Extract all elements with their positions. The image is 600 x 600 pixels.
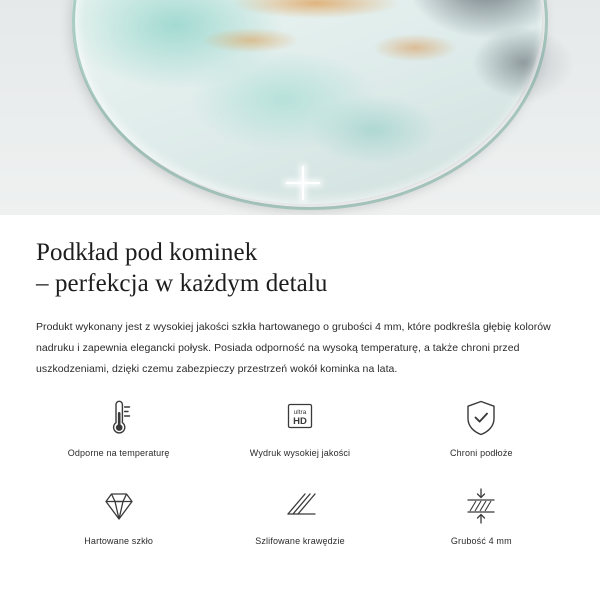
polished-edges-icon [279, 484, 321, 528]
feature-label: Grubość 4 mm [450, 536, 512, 546]
description-paragraph: Produkt wykonany jest z wysokiej jakości szkła hartowanego o grubości 4 mm, które podkreśla głębię kolorów nadruku i zapewnia elegancki połysk. Posiada odporność na wysoką temperaturę, a także chroni przed uszkodzeniami, dzięki czemu zabezpieczy przestrzeń wokół kominka na lata. [36, 321, 551, 375]
shield-check-icon [462, 396, 500, 440]
feature-item-protects-surface [391, 396, 572, 466]
feature-grid [28, 396, 572, 554]
svg-text:HD: HD [293, 416, 307, 427]
feature-label: Chroni podłoże [450, 448, 513, 458]
page-title [36, 237, 564, 299]
hero-image [0, 0, 600, 215]
feature-label: Odporne na temperaturę [67, 448, 170, 458]
ultra-hd-icon [280, 396, 320, 440]
feature-item-thickness [391, 484, 572, 554]
feature-label: Hartowane szkło [84, 536, 154, 546]
headline-line-2: – perfekcja w każdym detalu [36, 270, 328, 297]
sparkle-icon [286, 166, 320, 200]
content-block [0, 215, 600, 380]
feature-item-tempered-glass [28, 484, 209, 554]
svg-text:ultra: ultra [293, 409, 307, 416]
feature-item-print-quality [209, 396, 390, 466]
diamond-icon [98, 484, 140, 528]
feature-item-temperature [28, 396, 209, 466]
thermometer-icon [102, 396, 136, 440]
headline-line-1: Podkład pod kominek [36, 239, 258, 266]
feature-label: Szlifowane krawędzie [255, 536, 345, 546]
thickness-arrows-icon [461, 484, 501, 528]
feature-item-polished-edges [209, 484, 390, 554]
feature-label: Wydruk wysokiej jakości [249, 448, 351, 458]
